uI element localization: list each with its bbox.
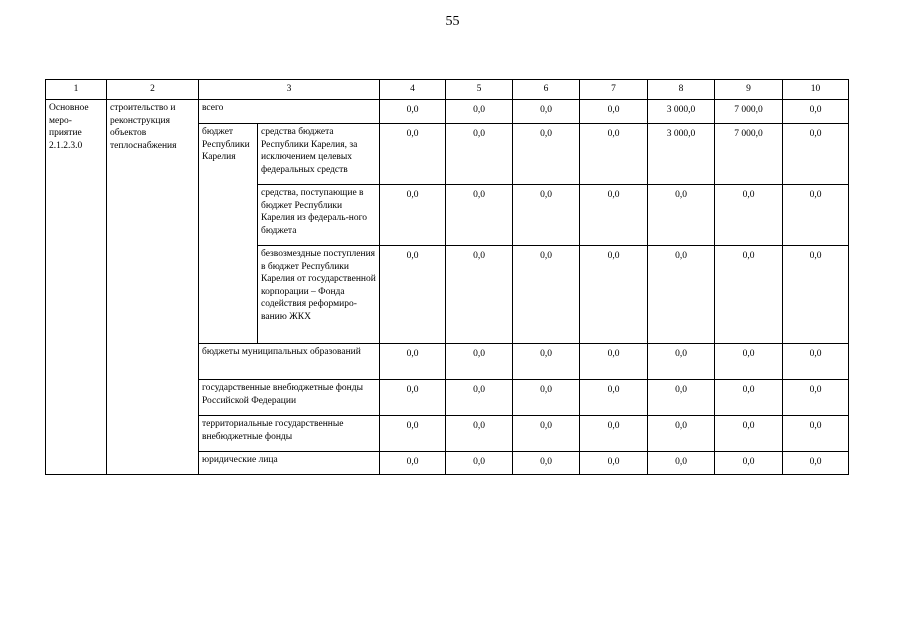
value-cell: 0,0 (380, 100, 446, 124)
value-cell: 0,0 (715, 452, 783, 475)
value-cell: 0,0 (580, 246, 648, 344)
table-row (46, 100, 849, 124)
budget-table (45, 79, 849, 475)
row-label: бюджеты муниципальных образований (199, 344, 380, 380)
group-label: бюджет Республики Карелия (199, 124, 258, 344)
value-cell: 0,0 (783, 452, 849, 475)
value-cell: 0,0 (715, 344, 783, 380)
value-cell: 0,0 (580, 416, 648, 452)
row-label: юридические лица (199, 452, 380, 475)
value-cell: 0,0 (380, 452, 446, 475)
value-cell: 0,0 (446, 100, 513, 124)
value-cell: 7 000,0 (715, 100, 783, 124)
header-cell: 8 (648, 80, 715, 100)
value-cell: 0,0 (513, 344, 580, 380)
sub-label: средства бюджета Республики Карелия, за исключением целевых федеральных средств (258, 124, 380, 185)
value-cell: 0,0 (380, 416, 446, 452)
value-cell: 0,0 (513, 416, 580, 452)
measure-description: строительство и реконструкция объектов теплоснабжения (107, 100, 199, 475)
table-header-row (46, 80, 849, 100)
value-cell: 0,0 (513, 380, 580, 416)
value-cell: 0,0 (648, 380, 715, 416)
sub-label: средства, поступающие в бюджет Республики Карелия из федераль-ного бюджета (258, 185, 380, 246)
value-cell: 0,0 (513, 185, 580, 246)
value-cell: 0,0 (580, 100, 648, 124)
value-cell: 0,0 (446, 246, 513, 344)
value-cell: 0,0 (446, 344, 513, 380)
value-cell: 0,0 (446, 124, 513, 185)
value-cell: 0,0 (580, 452, 648, 475)
value-cell: 0,0 (783, 380, 849, 416)
header-cell: 5 (446, 80, 513, 100)
page-number: 55 (445, 14, 460, 29)
row-label: всего (199, 100, 380, 124)
value-cell: 0,0 (783, 124, 849, 185)
value-cell: 0,0 (446, 416, 513, 452)
header-cell: 3 (199, 80, 380, 100)
value-cell: 0,0 (648, 344, 715, 380)
value-cell: 0,0 (648, 246, 715, 344)
value-cell: 0,0 (580, 344, 648, 380)
value-cell: 0,0 (648, 452, 715, 475)
header-cell: 9 (715, 80, 783, 100)
value-cell: 0,0 (715, 246, 783, 344)
value-cell: 0,0 (513, 100, 580, 124)
value-cell: 0,0 (580, 185, 648, 246)
value-cell: 0,0 (783, 416, 849, 452)
header-cell: 1 (46, 80, 107, 100)
sub-label: безвозмездные поступления в бюджет Республики Карелия от государственной корпорации – Фонда содействия реформиро-ванию ЖКХ (258, 246, 380, 344)
value-cell: 0,0 (380, 246, 446, 344)
value-cell: 0,0 (446, 380, 513, 416)
value-cell: 0,0 (446, 452, 513, 475)
value-cell: 0,0 (648, 416, 715, 452)
value-cell: 7 000,0 (715, 124, 783, 185)
header-cell: 6 (513, 80, 580, 100)
measure-name: Основное меро-приятие 2.1.2.3.0 (46, 100, 107, 475)
value-cell: 0,0 (715, 185, 783, 246)
header-cell: 7 (580, 80, 648, 100)
value-cell: 3 000,0 (648, 100, 715, 124)
value-cell: 0,0 (783, 100, 849, 124)
value-cell: 0,0 (715, 380, 783, 416)
value-cell: 3 000,0 (648, 124, 715, 185)
row-label: государственные внебюджетные фонды Российской Федерации (199, 380, 380, 416)
value-cell: 0,0 (580, 124, 648, 185)
value-cell: 0,0 (783, 246, 849, 344)
value-cell: 0,0 (513, 124, 580, 185)
value-cell: 0,0 (648, 185, 715, 246)
value-cell: 0,0 (783, 185, 849, 246)
header-cell: 4 (380, 80, 446, 100)
value-cell: 0,0 (380, 185, 446, 246)
value-cell: 0,0 (513, 452, 580, 475)
value-cell: 0,0 (513, 246, 580, 344)
row-label: территориальные государственные внебюджетные фонды (199, 416, 380, 452)
value-cell: 0,0 (380, 124, 446, 185)
value-cell: 0,0 (783, 344, 849, 380)
value-cell: 0,0 (446, 185, 513, 246)
value-cell: 0,0 (580, 380, 648, 416)
header-cell: 2 (107, 80, 199, 100)
value-cell: 0,0 (380, 344, 446, 380)
value-cell: 0,0 (715, 416, 783, 452)
value-cell: 0,0 (380, 380, 446, 416)
header-cell: 10 (783, 80, 849, 100)
